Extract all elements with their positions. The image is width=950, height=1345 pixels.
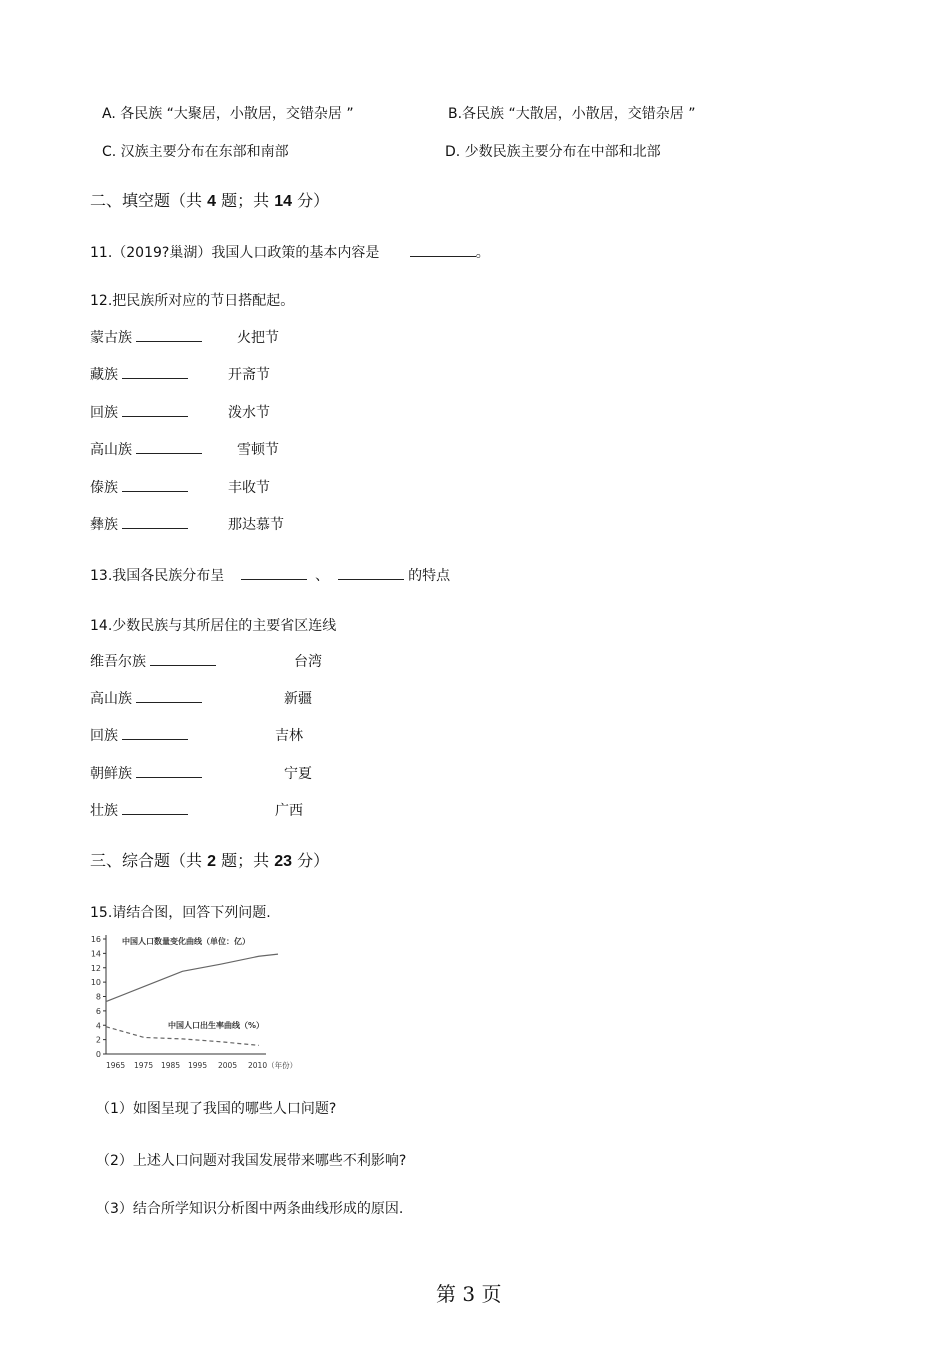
match-left-item: 高山族 (90, 688, 202, 708)
y-tick-label: 12 (90, 963, 101, 973)
answer-blank[interactable] (122, 800, 188, 815)
answer-blank[interactable] (338, 565, 404, 580)
question-15-sub-2: （2）上述人口问题对我国发展带来哪些不利影响? (96, 1153, 407, 1169)
question-14-title: 14.少数民族与其所居住的主要省区连线 (90, 618, 337, 634)
population-chart (88, 930, 328, 1075)
match-right-item: 火把节 (237, 330, 279, 346)
answer-blank[interactable] (122, 402, 188, 417)
match-left-item: 朝鲜族 (90, 763, 202, 783)
question-12-title: 12.把民族所对应的节日搭配起。 (90, 293, 295, 309)
question-13: 13.我国各民族分布呈 、 的特点 (90, 565, 450, 585)
match-left-item: 傣族 (90, 477, 188, 497)
match-left-item: 维吾尔族 (90, 651, 216, 671)
match-left-item: 蒙古族 (90, 327, 202, 347)
page-number: 第 3 页 (436, 1282, 502, 1306)
x-tick-label: 1995 (188, 1061, 208, 1070)
section-2-score: 14 (274, 193, 293, 210)
match-right-item: 那达慕节 (228, 517, 284, 533)
match-right-item: 开斋节 (228, 367, 270, 384)
option-a: A. 各民族 “大聚居，小散居，交错杂居 ” (102, 106, 354, 122)
question-15-title: 15.请结合图，回答下列问题. (90, 905, 271, 921)
y-tick-label: 8 (95, 992, 101, 1002)
x-tick-label: 2010（年份） (248, 1061, 298, 1070)
section-2-heading: 二、填空题（共 4 题；共 14 分） (90, 191, 330, 210)
y-tick-label: 16 (90, 935, 101, 944)
answer-blank[interactable] (122, 364, 188, 379)
match-left-item: 高山族 (90, 439, 202, 459)
x-tick-label: 1965 (106, 1061, 126, 1070)
question-15-sub-1: （1）如图呈现了我国的哪些人口问题? (96, 1101, 337, 1117)
match-right-item: 宁夏 (284, 765, 312, 782)
x-tick-label: 1975 (134, 1061, 154, 1070)
population-line (106, 954, 278, 1001)
y-tick-label: 2 (95, 1035, 101, 1045)
match-right-item: 广西 (275, 802, 303, 819)
answer-blank[interactable] (136, 688, 202, 703)
section-3-count: 2 (207, 853, 217, 870)
match-left-item: 回族 (90, 725, 188, 745)
match-left-item: 回族 (90, 402, 188, 422)
match-left-item: 藏族 (90, 364, 188, 384)
match-right-item: 丰收节 (228, 479, 270, 496)
y-tick-label: 10 (90, 978, 101, 988)
population-series-label: 中国人口数量变化曲线（单位：亿） (122, 937, 250, 946)
match-left-item: 壮族 (90, 800, 188, 820)
y-tick-label: 6 (95, 1006, 101, 1016)
answer-blank[interactable] (241, 565, 307, 580)
match-right-item: 泼水节 (228, 404, 270, 421)
option-d: D. 少数民族主要分布在中部和北部 (445, 144, 661, 160)
question-15-sub-3: （3）结合所学知识分析图中两条曲线形成的原因. (96, 1201, 404, 1217)
answer-blank[interactable] (136, 327, 202, 342)
answer-blank[interactable] (122, 725, 188, 740)
answer-blank[interactable] (410, 242, 476, 257)
answer-blank[interactable] (150, 651, 216, 666)
x-tick-label: 1985 (161, 1061, 181, 1070)
birth-rate-series-label: 中国人口出生率曲线（%） (168, 1021, 265, 1030)
y-tick-label: 4 (95, 1021, 101, 1031)
section-2-count: 4 (207, 193, 217, 210)
option-b: B.各民族 “大散居，小散居，交错杂居 ” (448, 106, 696, 122)
y-tick-label: 0 (95, 1050, 101, 1059)
section-3-score: 23 (274, 853, 293, 870)
y-tick-label: 14 (90, 949, 101, 959)
question-11: 11.（2019?巢湖）我国人口政策的基本内容是 。 (90, 242, 490, 262)
option-c: C. 汉族主要分布在东部和南部 (102, 144, 289, 160)
answer-blank[interactable] (136, 763, 202, 778)
x-tick-label: 2005 (218, 1061, 238, 1070)
match-left-item: 彝族 (90, 514, 188, 534)
answer-blank[interactable] (122, 477, 188, 492)
match-right-item: 雪顿节 (237, 442, 279, 459)
answer-blank[interactable] (122, 514, 188, 529)
match-right-item: 台湾 (294, 654, 322, 670)
section-3-heading: 三、综合题（共 2 题；共 23 分） (90, 851, 330, 870)
match-right-item: 新疆 (284, 691, 312, 708)
match-right-item: 吉林 (275, 728, 303, 745)
answer-blank[interactable] (136, 439, 202, 454)
